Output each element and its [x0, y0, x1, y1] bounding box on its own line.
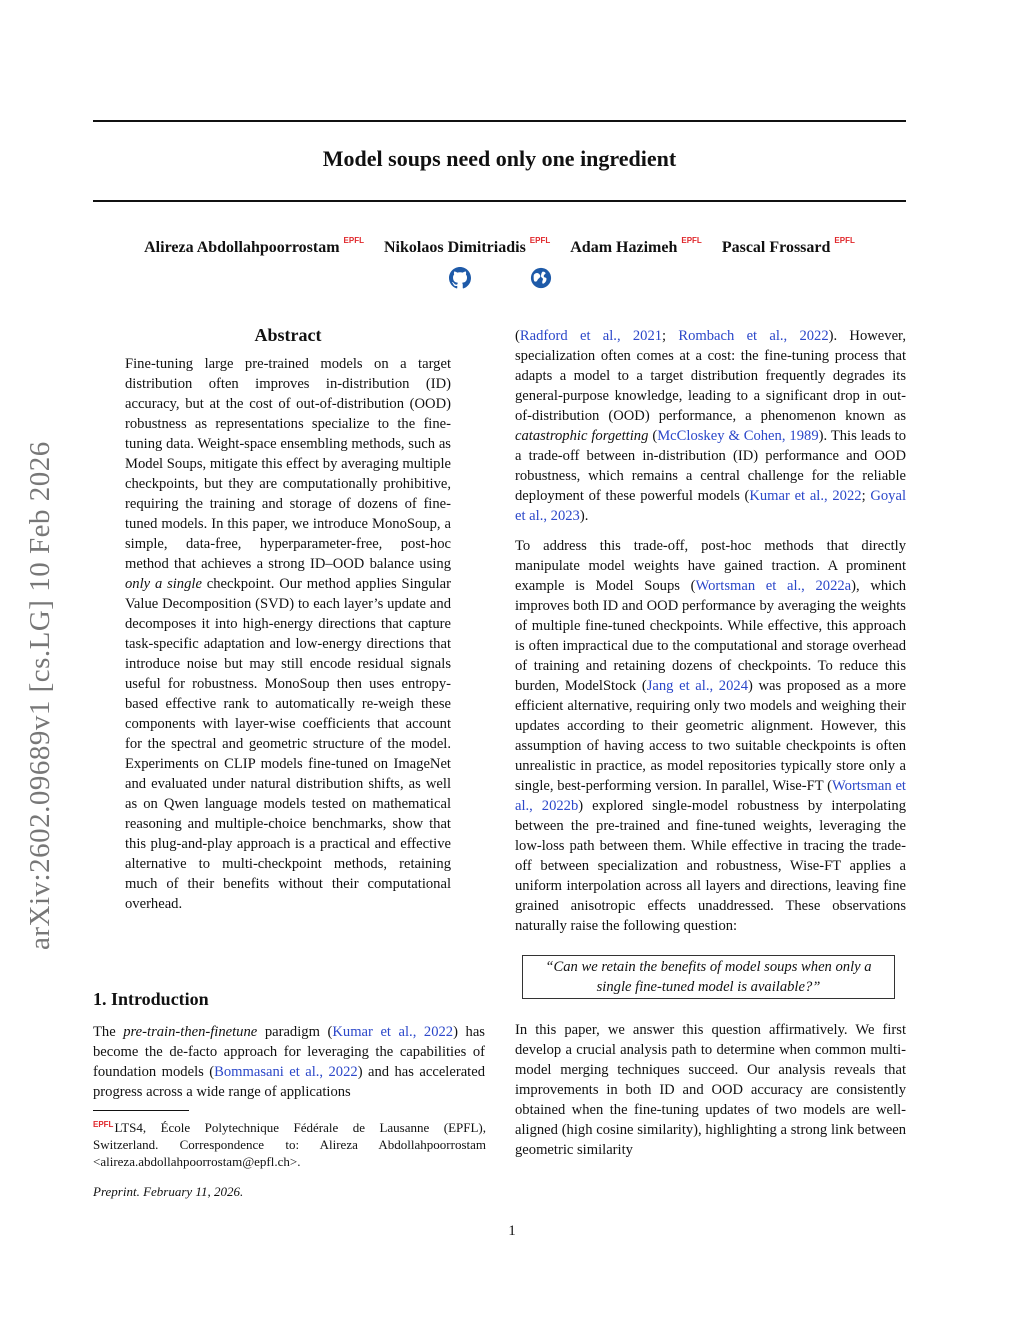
globe-icon[interactable] — [530, 267, 552, 289]
citation-link[interactable]: Wortsman et al., 2022b — [515, 778, 906, 814]
citation-link[interactable]: McCloskey & Cohen, 1989 — [657, 428, 819, 444]
citation-link[interactable]: Kumar et al., 2022 — [749, 488, 862, 504]
abstract-heading: Abstract — [254, 325, 322, 345]
paragraph: The pre-train-then-finetune paradigm (Kumar et al., 2022) has become the de-facto approach for leveraging the capabilities of foundation models (Bommasani et al., 2022) and has accelerated progress across a wide range of applications — [93, 1024, 485, 1100]
title-rule-bottom — [93, 200, 906, 202]
introduction — [93, 988, 485, 1102]
citation-link[interactable]: Bommasani et al., 2022 — [214, 1064, 358, 1080]
author-name: Adam Hazimeh — [570, 239, 678, 256]
affiliation-mark: EPFL — [93, 1120, 114, 1129]
author — [144, 236, 364, 257]
abstract — [125, 324, 451, 914]
author — [570, 236, 702, 257]
footnote — [93, 1116, 486, 1170]
paragraph: To address this trade-off, post-hoc methods that directly manipulate model weights have gained traction. A prominent example is Model Soups (Wortsman et al., 2022a), which improves both ID and OOD performance by averaging the weights of multiple fine-tuned checkpoints. While effective, this approach is often impractical due to the computational and storage overhead of training and retaining dozens of checkpoints. To reduce this burden, ModelStock (Jang et al., 2024) was proposed as a more efficient alternative, requiring only two models and weighing their updates according to their geometric alignment. However, this assumption of having access to two suitable checkpoints is often unrealistic in practice, as model repositories typically store only a single, best-performing version. In parallel, Wise-FT (Wortsman et al., 2022b) explored single-model robustness by interpolating between the pre-trained and fine-tuned weights, leveraging the low-loss path between them. While effective in tracing the trade-off between specialization and robustness, Wise-FT applies a uniform interpolation across all layers and directions, leaving fine grained anisotropic effects unaddressed. These observations naturally raise the following question: — [515, 538, 906, 934]
section-heading: 1. Introduction — [93, 989, 209, 1009]
github-icon[interactable] — [449, 267, 471, 289]
affiliation-mark: EPFL — [834, 236, 855, 245]
paragraph: (Radford et al., 2021; Rombach et al., 2022). However, specialization often comes at a cost: the fine-tuning process that adapts a model to a target distribution frequently degrades its general-purpose knowledge, leading to a significant drop in out-of-distribution (OOD) performance, a phenomenon known as catastrophic forgetting (McCloskey & Cohen, 1989). This leads to a trade-off between in-distribution (ID) performance and OOD robustness, which remains a central challenge for the reliable deployment of these powerful models (Kumar et al., 2022; Goyal et al., 2023). — [515, 328, 907, 524]
page-number: 1 — [508, 1223, 516, 1239]
arxiv-identifier: arXiv:2602.09689v1 [cs.LG] 10 Feb 2026 — [24, 441, 56, 950]
title-rule-top — [93, 120, 906, 122]
affiliation-mark: EPFL — [343, 236, 364, 245]
citation-link[interactable]: Goyal et al., 2023 — [515, 488, 907, 524]
research-question-box: “Can we retain the benefits of model soups when only a single fine-tuned model is available?” — [522, 955, 895, 999]
author-name: Alireza Abdollahpoorrostam — [144, 239, 340, 256]
footnote-text: LTS4, École Polytechnique Fédérale de Lausanne (EPFL), Switzerland. Correspondence to: Alireza Abdollahpoorrostam <alireza.abdollahpoorrostam@epfl.ch>. — [93, 1120, 486, 1169]
right-column — [515, 326, 906, 1160]
author-name: Nikolaos Dimitriadis — [384, 239, 526, 256]
preprint-note: Preprint. February 11, 2026. — [93, 1184, 244, 1199]
author-name: Pascal Frossard — [721, 239, 831, 256]
citation-link[interactable]: Rombach et al., 2022 — [678, 328, 829, 344]
author — [384, 236, 550, 257]
author-links — [449, 267, 552, 289]
paper-title: Model soups need only one ingredient — [322, 146, 677, 171]
abstract-text: Fine-tuning large pre-trained models on a target distribution often improves in-distribution (ID) accuracy, but at the cost of out-of-distribution (OOD) robustness as representations specialize to the fine-tuning data. Weight-space ensembling methods, such as Model Soups, mitigate this effect by averaging multiple checkpoints, but they are computationally prohibitive, requiring the training and storage of dozens of fine-tuned models. In this paper, we introduce MonoSoup, a simple, data-free, hyperparameter-free, post-hoc method that achieves a strong ID–OOD balance using only a single checkpoint. Our method applies Singular Value Decomposition (SVD) to each layer’s update and decomposes it into high-energy directions that capture task-specific adaptation and low-energy directions that introduce noise but may still encode residual signals useful for robustness. MonoSoup then uses entropy-based effective rank to automatically re-weigh these components with layer-wise coefficients that account for the spectral and geometric structure of the model. Experiments on CLIP models fine-tuned on ImageNet and evaluated under natural distribution shifts, as well as on Qwen language models tested on mathematical reasoning and multiple-choice benchmarks, show that this plug-and-play approach is a practical and effective alternative to multi-checkpoint methods, retaining much of their benefits without their computational overhead. — [125, 356, 451, 912]
paragraph: In this paper, we answer this question affirmatively. We first develop a crucial analysis path to determine when common multi-model merging techniques succeed. Our analysis reveals that improvements in both ID and OOD accuracy are consistently obtained when the fine-tuning updates of two models are well-aligned (high cosine similarity), highlighting a strong link between geometric similarity — [515, 1022, 906, 1158]
author-list — [93, 236, 906, 257]
citation-link[interactable]: Wortsman et al., 2022a — [695, 578, 852, 594]
author — [722, 236, 855, 257]
affiliation-mark: EPFL — [529, 236, 551, 245]
citation-link[interactable]: Radford et al., 2021 — [519, 328, 663, 344]
citation-link[interactable]: Jang et al., 2024 — [646, 678, 748, 694]
citation-link[interactable]: Kumar et al., 2022 — [332, 1024, 454, 1040]
footnote-rule — [93, 1110, 189, 1111]
affiliation-mark: EPFL — [681, 236, 702, 245]
